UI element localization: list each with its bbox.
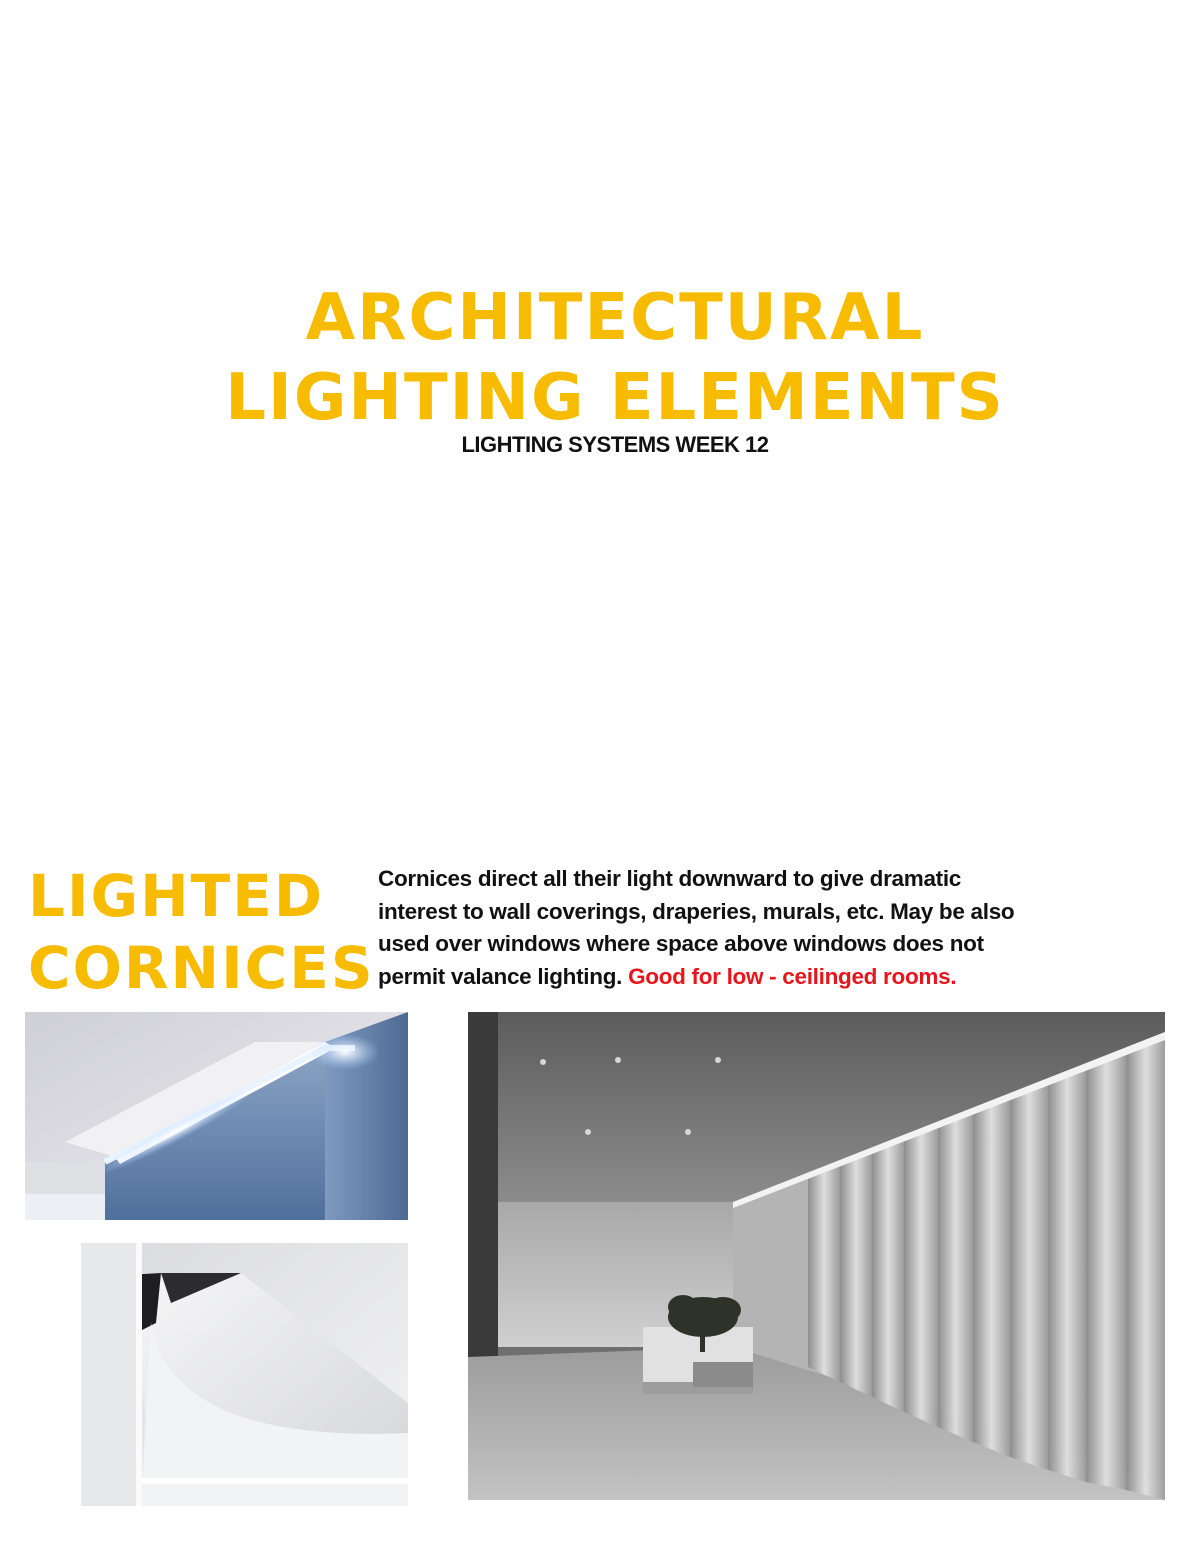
description-line-3: used over windows where space above windows does not (378, 931, 984, 956)
description-line-2: interest to wall coverings, draperies, murals, etc. May be also (378, 898, 1015, 924)
section-heading-line-1: LIGHTED (28, 862, 325, 930)
page-title-line-2: LIGHTING ELEMENTS (225, 361, 1005, 435)
section-heading-line-2: CORNICES (28, 934, 375, 1002)
description-line-1: Cornices direct all their light downward to give dramatic (378, 866, 962, 891)
page-subtitle: LIGHTING SYSTEMS WEEK 12 (461, 432, 769, 457)
description-line-4: permit valance lighting. (378, 963, 623, 989)
cornice-profile-photo (81, 1243, 408, 1506)
page-title-line-1: ARCHITECTURAL (305, 281, 925, 355)
cornice-blue-photo (25, 1012, 408, 1220)
title-block (0, 278, 1200, 438)
section-description (378, 863, 1178, 993)
description-highlight: Good for low - ceilinged rooms. (628, 963, 957, 989)
curtain-room-photo (468, 1012, 1165, 1500)
section-heading (28, 860, 375, 1004)
